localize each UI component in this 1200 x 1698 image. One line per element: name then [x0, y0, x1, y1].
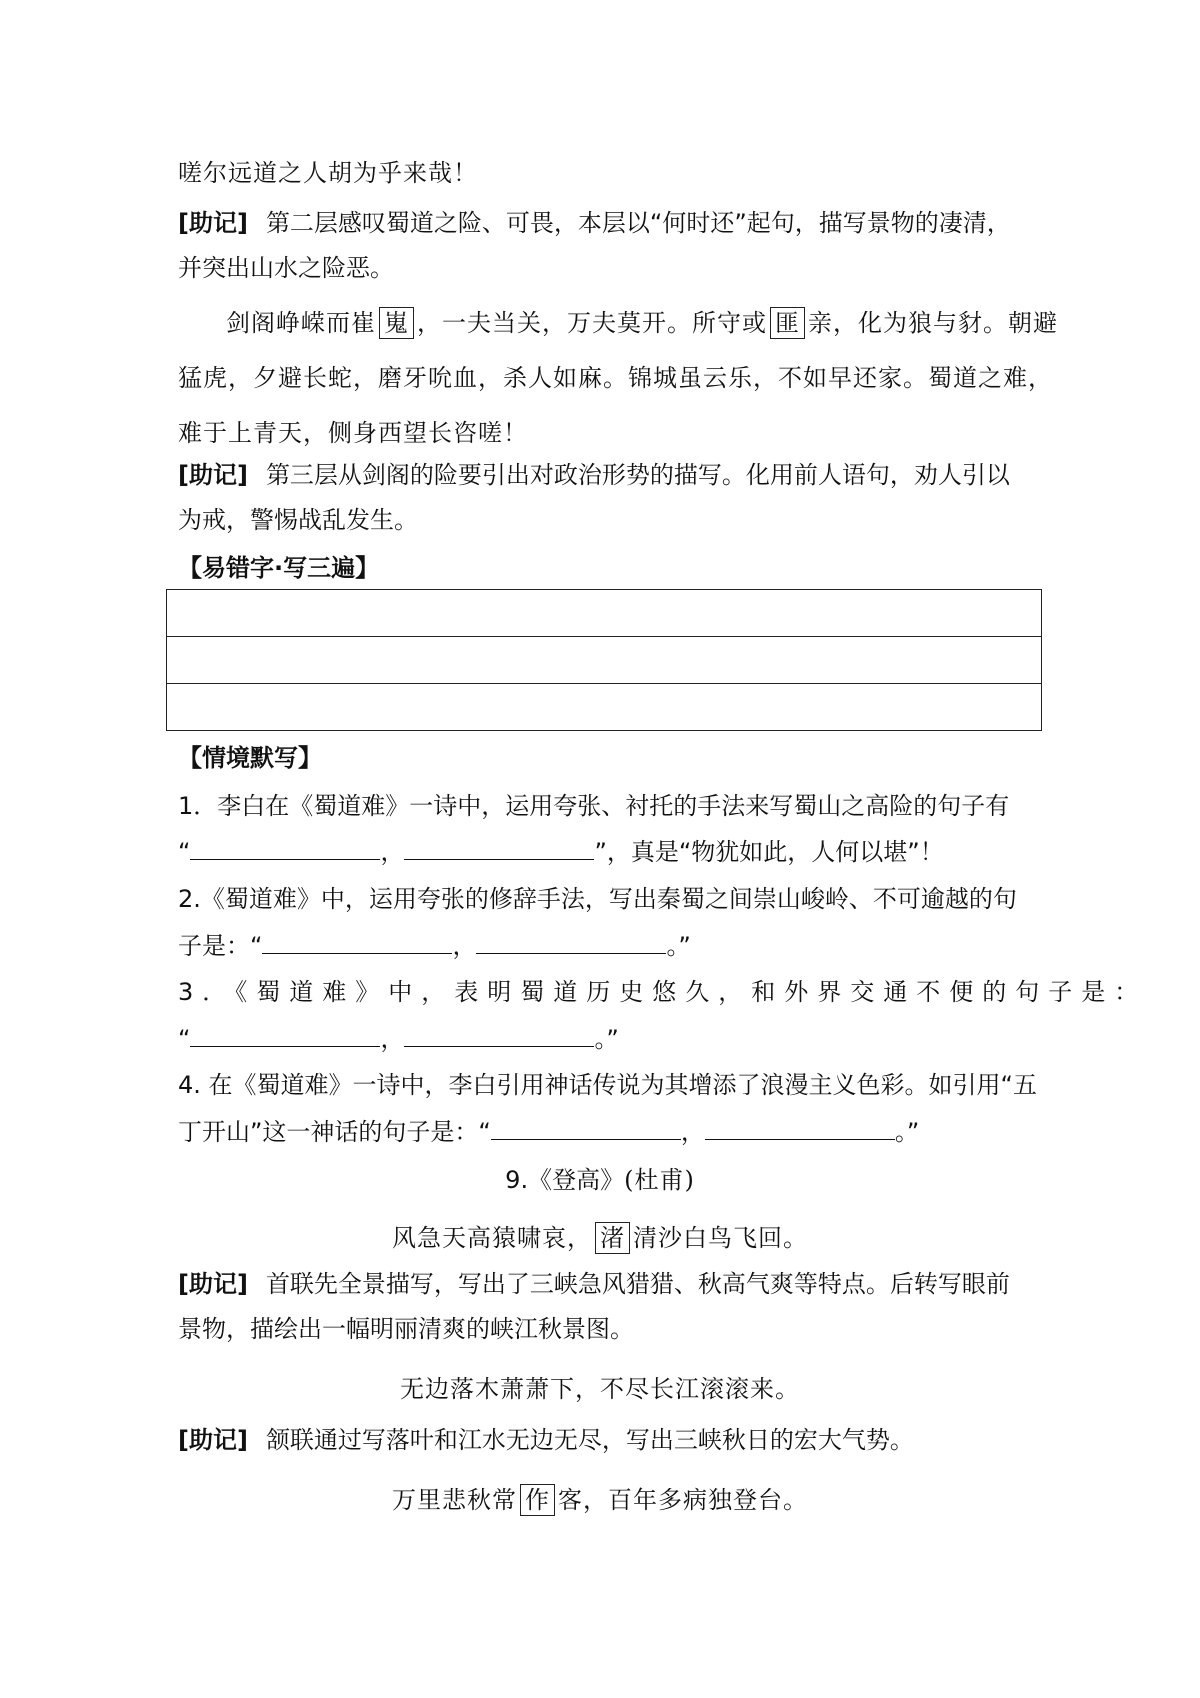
note-line: [助记] 第二层感叹蜀道之险、可畏，本层以“何时还”起句，描写景物的凄清， — [178, 209, 1011, 237]
poem-line: 无边落木萧萧下，不尽长江滚滚来。 — [400, 1375, 800, 1403]
boxed-char: 嵬 — [379, 307, 414, 339]
writing-row[interactable] — [167, 637, 1041, 684]
writing-row[interactable] — [167, 590, 1041, 637]
poem-line: 猛虎，夕避长蛇，磨牙吮血，杀人如麻。锦城虽云乐，不如早还家。蜀道之难， — [178, 364, 1053, 392]
writing-row[interactable] — [167, 684, 1041, 730]
question-line: 子是：“ ， 。” — [178, 932, 691, 960]
question-line: “ ， 。” — [178, 1025, 619, 1053]
note-line: [助记] 首联先全景描写，写出了三峡急风猎猎、秋高气爽等特点。后转写眼前 — [178, 1270, 1010, 1298]
note-line: [助记] 第三层从剑阁的险要引出对政治形势的描写。化用前人语句，劝人引以 — [178, 461, 1010, 489]
note-line: 为戒，警惕战乱发生。 — [178, 506, 418, 534]
question-line: 丁开山”这一神话的句子是：“ ， 。” — [178, 1118, 920, 1146]
question-line: 4. 在《蜀道难》一诗中，李白引用神话传说为其增添了浪漫主义色彩。如引用“五 — [178, 1071, 1037, 1099]
answer-blank[interactable] — [705, 1117, 895, 1140]
boxed-char: 渚 — [595, 1222, 630, 1254]
note-line: 并突出山水之险恶。 — [178, 254, 394, 282]
answer-blank[interactable] — [404, 837, 594, 860]
poem-line: 风急天高猿啸哀， 渚 清沙白鸟飞回。 — [392, 1224, 808, 1252]
note-tag: [助记] — [178, 1426, 248, 1454]
poem-title: 9.《登高》(杜甫) — [505, 1166, 695, 1194]
note-tag: [助记] — [178, 461, 248, 489]
note-line: 景物，描绘出一幅明丽清爽的峡江秋景图。 — [178, 1315, 634, 1343]
answer-blank[interactable] — [404, 1024, 594, 1047]
answer-blank[interactable] — [190, 837, 380, 860]
question-line: 2.《蜀道难》中，运用夸张的修辞手法，写出秦蜀之间崇山峻岭、不可逾越的句 — [178, 885, 1017, 913]
question-line: 3．《蜀道难》中，表明蜀道历史悠久，和外界交通不便的句子是： — [178, 978, 1148, 1006]
answer-blank[interactable] — [190, 1024, 380, 1047]
note-tag: [助记] — [178, 209, 248, 237]
poem-author: (杜甫) — [624, 1166, 695, 1194]
poem-line: 难于上青天，侧身西望长咨嗟！ — [178, 419, 528, 447]
boxed-char: 作 — [520, 1484, 555, 1516]
writing-grid — [166, 589, 1042, 731]
section-heading: 【情境默写】 — [178, 744, 322, 772]
poem-line: 万里悲秋常 作 客，百年多病独登台。 — [392, 1486, 808, 1514]
boxed-char: 匪 — [770, 307, 805, 339]
question-line: “ ， ”，真是“物犹如此，人何以堪”！ — [178, 838, 944, 866]
answer-blank[interactable] — [491, 1117, 681, 1140]
section-heading: 【易错字·写三遍】 — [178, 554, 380, 582]
answer-blank[interactable] — [262, 931, 452, 954]
answer-blank[interactable] — [476, 931, 666, 954]
note-tag: [助记] — [178, 1270, 248, 1298]
poem-line: 剑阁峥嵘而崔 嵬 ，一夫当关，万夫莫开。所守或 匪 亲，化为狼与豺。朝避 — [226, 309, 1058, 337]
question-line: 1．李白在《蜀道难》一诗中，运用夸张、衬托的手法来写蜀山之高险的句子有 — [178, 792, 1010, 820]
poem-line: 嗟尔远道之人胡为乎来哉！ — [178, 159, 478, 187]
note-line: [助记] 颔联通过写落叶和江水无边无尽，写出三峡秋日的宏大气势。 — [178, 1426, 914, 1454]
